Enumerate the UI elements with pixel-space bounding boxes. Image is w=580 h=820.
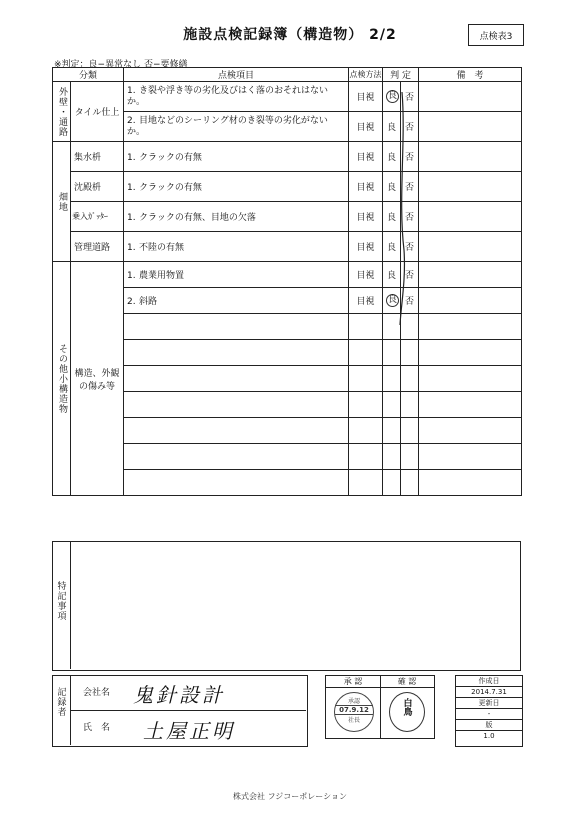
method-cell: 目視 — [349, 202, 383, 232]
method-cell: 目視 — [349, 82, 383, 112]
table-row — [53, 202, 522, 232]
company-footer: 株式会社 フジコーポレーション — [233, 792, 347, 801]
created-label: 作成日 — [456, 676, 522, 687]
empty-row — [53, 314, 522, 340]
sub-label: 乗入ｶﾞｯﾀｰ — [71, 202, 124, 232]
created-date: 2014.7.31 — [456, 687, 522, 698]
approval-stamp: 承認 07.9.12 社長 — [334, 692, 374, 732]
table-row — [53, 112, 522, 142]
notes-label: 特記事項 — [52, 541, 71, 669]
name-label: 氏 名 — [83, 723, 111, 733]
remarks-cell — [419, 262, 522, 288]
company-label: 会社名 — [83, 688, 111, 698]
remarks-cell — [419, 82, 522, 112]
judge-bad: 否 — [401, 262, 419, 288]
judge-good: 良 — [383, 262, 401, 288]
remarks-cell — [419, 112, 522, 142]
judge-bad: 否 — [401, 288, 419, 314]
empty-row — [53, 392, 522, 418]
recorder-label: 記録者 — [52, 675, 71, 745]
remarks-cell — [419, 288, 522, 314]
header-category: 分類 — [53, 68, 124, 82]
empty-row — [53, 366, 522, 392]
empty-row — [53, 444, 522, 470]
sub-label: 集水枡 — [71, 142, 124, 172]
table-row — [53, 262, 522, 288]
item-text: 2. 目地などのシーリング材のき裂等の劣化がないか。 — [124, 112, 349, 142]
empty-row — [53, 418, 522, 444]
judge-good: 良 — [383, 82, 401, 112]
judge-good: 良 — [383, 202, 401, 232]
confirm-stamp: 白鳥 — [389, 692, 425, 732]
table-row — [53, 142, 522, 172]
judge-bad: 否 — [401, 232, 419, 262]
table-row — [53, 232, 522, 262]
judge-good: 良 — [383, 112, 401, 142]
method-cell: 目視 — [349, 288, 383, 314]
company-row — [71, 675, 306, 711]
document-title: 施設点検記録簿（構造物） 2/2 — [183, 27, 397, 43]
inspection-table — [52, 67, 522, 496]
sub-label: 沈殿枡 — [71, 172, 124, 202]
judge-bad: 否 — [401, 202, 419, 232]
table-row — [53, 82, 522, 112]
method-cell: 目視 — [349, 112, 383, 142]
name-row — [71, 710, 306, 745]
updated-value: - — [456, 709, 522, 720]
method-cell: 目視 — [349, 232, 383, 262]
company-signature: 鬼針設計 — [133, 683, 225, 707]
remarks-cell — [419, 142, 522, 172]
edition-label: 版 — [456, 720, 522, 731]
remarks-cell — [419, 232, 522, 262]
item-text: 1. 農業用物置 — [124, 262, 349, 288]
empty-row — [53, 470, 522, 496]
item-text: 2. 斜路 — [124, 288, 349, 314]
header-method: 点検方法 — [349, 68, 383, 82]
judge-good: 良 — [383, 288, 401, 314]
approval-box — [325, 675, 435, 739]
header-judge: 判 定 — [383, 68, 419, 82]
confirm-label: 確 認 — [380, 676, 434, 688]
judge-bad: 否 — [401, 82, 419, 112]
group-label: その他小構造物 — [53, 262, 71, 496]
judgement-legend: ※判定：良−異常なし 否−要修繕 — [54, 60, 188, 70]
method-cell: 目視 — [349, 262, 383, 288]
item-text: 1. クラックの有無 — [124, 172, 349, 202]
check-stroke — [392, 80, 412, 330]
header-item: 点検項目 — [124, 68, 349, 82]
judge-bad: 否 — [401, 112, 419, 142]
sub-label: 構造、外観の傷み等 — [71, 262, 124, 496]
method-cell: 目視 — [349, 172, 383, 202]
item-text: 1. 不陸の有無 — [124, 232, 349, 262]
edition-value: 1.0 — [483, 732, 495, 740]
remarks-cell — [419, 172, 522, 202]
name-signature: 土屋正明 — [143, 719, 235, 743]
sub-label: 管理道路 — [71, 232, 124, 262]
judge-good: 良 — [383, 172, 401, 202]
form-number: 点検表3 — [468, 24, 524, 46]
judge-bad: 否 — [401, 142, 419, 172]
table-row — [53, 288, 522, 314]
item-text: 1. クラックの有無 — [124, 142, 349, 172]
approve-label: 承 認 — [326, 676, 381, 688]
judge-bad: 否 — [401, 172, 419, 202]
sub-label: タイル仕上 — [71, 82, 124, 142]
judge-good: 良 — [383, 232, 401, 262]
group-label: 外壁・通路 — [53, 82, 71, 142]
updated-label: 更新日 — [456, 698, 522, 709]
table-row — [53, 172, 522, 202]
notes-box — [52, 541, 521, 671]
item-text: 1. クラックの有無、目地の欠落 — [124, 202, 349, 232]
remarks-cell — [419, 202, 522, 232]
judge-good: 良 — [383, 142, 401, 172]
group-label: 畑地 — [53, 142, 71, 262]
revision-box — [455, 675, 523, 747]
method-cell: 目視 — [349, 142, 383, 172]
item-text: 1. き裂や浮き等の劣化及びはく落のおそれはないか。 — [124, 82, 349, 112]
empty-row — [53, 340, 522, 366]
header-remarks: 備 考 — [419, 68, 522, 82]
